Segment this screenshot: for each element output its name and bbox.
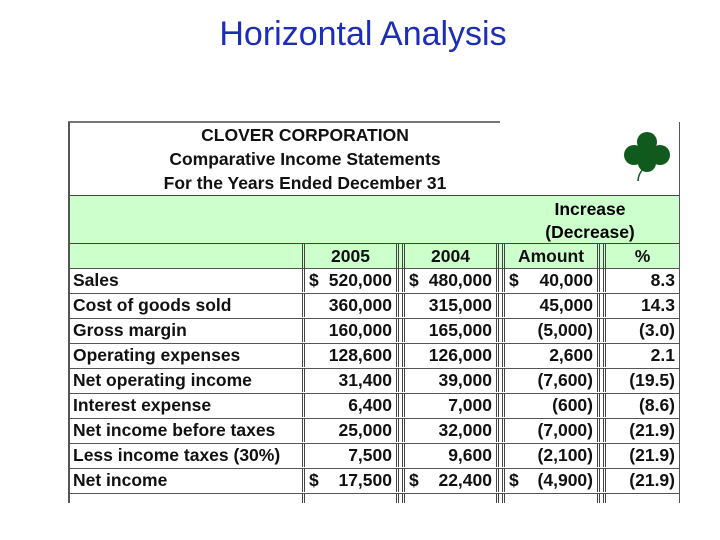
value: (600) — [552, 395, 593, 415]
increase-label: Increase — [554, 199, 626, 219]
value: (7,600) — [537, 370, 593, 390]
value-2004 — [402, 443, 499, 467]
row-label: Interest expense — [73, 395, 212, 415]
row-label: Net operating income — [73, 370, 252, 390]
table-row — [70, 468, 679, 493]
table-row — [70, 343, 679, 368]
statement-period: For the Years Ended December 31 — [163, 173, 447, 193]
row-label: Net income before taxes — [73, 420, 276, 440]
value-2005 — [302, 418, 399, 442]
value: 7,500 — [348, 445, 392, 465]
change-amount — [502, 318, 600, 342]
row-label: Cost of goods sold — [73, 295, 232, 315]
value-2004 — [402, 318, 499, 342]
currency-symbol: $ — [309, 270, 319, 290]
value-2005 — [302, 368, 399, 392]
col-amount: Amount — [502, 244, 600, 268]
change-amount — [502, 443, 600, 467]
value-2004 — [402, 468, 499, 492]
change-percent: (21.9) — [603, 418, 679, 442]
value: 7,000 — [448, 395, 492, 415]
change-amount — [502, 368, 600, 392]
currency-symbol: $ — [309, 470, 319, 490]
value-2004 — [402, 293, 499, 317]
value-2005 — [302, 443, 399, 467]
table-row — [70, 418, 679, 443]
value-2005 — [302, 268, 399, 292]
value: 2,600 — [549, 345, 593, 365]
value: 126,000 — [428, 345, 492, 365]
value: (2,100) — [537, 445, 593, 465]
change-percent: (21.9) — [603, 468, 679, 492]
value: 31,400 — [338, 370, 392, 390]
col-2004: 2004 — [402, 244, 499, 268]
row-label: Gross margin — [73, 320, 187, 340]
value: 6,400 — [348, 395, 392, 415]
value-2004 — [402, 368, 499, 392]
row-label: Sales — [73, 270, 119, 290]
col-percent: % — [603, 244, 679, 268]
value: (7,000) — [537, 420, 593, 440]
value: 165,000 — [428, 320, 492, 340]
clover-icon — [622, 130, 672, 182]
currency-symbol: $ — [509, 470, 519, 490]
change-amount — [502, 343, 600, 367]
value: 128,600 — [328, 345, 392, 365]
value-2004 — [402, 268, 499, 292]
value-2005 — [302, 318, 399, 342]
value-2004 — [402, 393, 499, 417]
value: (4,900) — [537, 470, 593, 490]
value: 160,000 — [328, 320, 392, 340]
table-row — [70, 293, 679, 318]
value-2005 — [302, 293, 399, 317]
value: 40,000 — [539, 270, 593, 290]
table-row — [70, 368, 679, 393]
table-row — [70, 393, 679, 418]
change-percent: (21.9) — [603, 443, 679, 467]
change-amount — [502, 268, 600, 292]
change-amount — [502, 393, 600, 417]
change-percent: 14.3 — [603, 293, 679, 317]
value: 45,000 — [539, 295, 593, 315]
value: 315,000 — [428, 295, 492, 315]
value: (5,000) — [537, 320, 593, 340]
change-percent: 8.3 — [603, 268, 679, 292]
statement-name: Comparative Income Statements — [169, 149, 441, 169]
value: 32,000 — [438, 420, 492, 440]
statement-header — [70, 122, 679, 195]
value-2005 — [302, 468, 399, 492]
value: 39,000 — [438, 370, 492, 390]
row-label: Less income taxes (30%) — [73, 445, 281, 465]
change-percent: (8.6) — [603, 393, 679, 417]
value-2004 — [402, 418, 499, 442]
column-header-row — [70, 243, 679, 268]
change-percent: 2.1 — [603, 343, 679, 367]
currency-symbol: $ — [409, 470, 419, 490]
change-header-band — [70, 195, 679, 244]
change-amount — [502, 293, 600, 317]
value-2005 — [302, 343, 399, 367]
value: 17,500 — [338, 470, 392, 490]
row-label: Operating expenses — [73, 345, 241, 365]
value: 480,000 — [428, 270, 492, 290]
value: 25,000 — [338, 420, 392, 440]
value-2004 — [402, 343, 499, 367]
change-percent: (19.5) — [603, 368, 679, 392]
currency-symbol: $ — [509, 270, 519, 290]
currency-symbol: $ — [409, 270, 419, 290]
value-2005 — [302, 393, 399, 417]
table-row — [70, 268, 679, 293]
change-amount — [502, 468, 600, 492]
empty-row — [70, 493, 679, 503]
value: 520,000 — [328, 270, 392, 290]
row-label: Net income — [73, 470, 168, 490]
table-row — [70, 443, 679, 468]
table-row — [70, 318, 679, 343]
change-amount — [502, 418, 600, 442]
col-2005: 2005 — [302, 244, 399, 268]
slide-title: Horizontal Analysis — [219, 15, 507, 53]
company-name: CLOVER CORPORATION — [201, 125, 409, 145]
income-statement-table — [68, 122, 680, 503]
change-percent: (3.0) — [603, 318, 679, 342]
value: 360,000 — [328, 295, 392, 315]
decrease-label: (Decrease) — [545, 222, 635, 242]
value: 22,400 — [438, 470, 492, 490]
value: 9,600 — [448, 445, 492, 465]
